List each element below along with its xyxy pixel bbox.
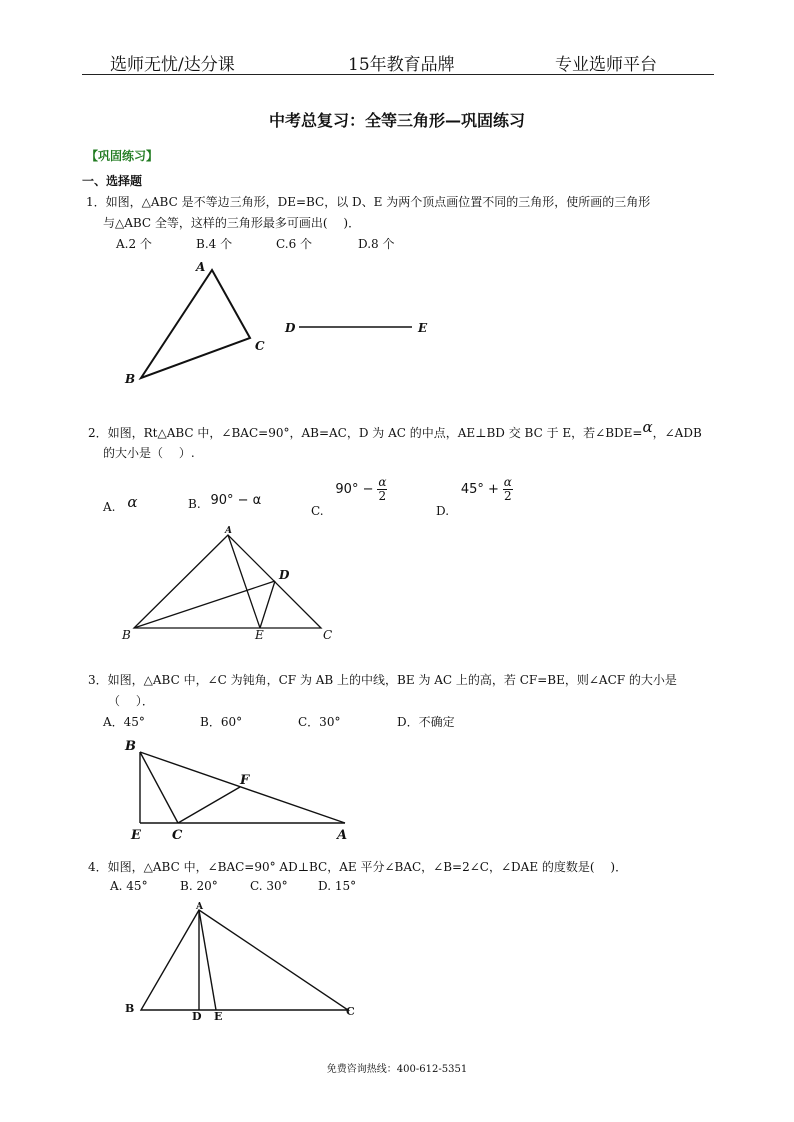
q4-option-a: A. 45° [110, 879, 148, 893]
section-tag: 【巩固练习】 [86, 149, 159, 163]
q2-option-c-lead: 90° − [335, 482, 374, 497]
q2-line1-tail: ，∠ADB [652, 426, 702, 440]
q4-label-b: B [125, 1002, 135, 1015]
q4-option-d: D. 15° [318, 879, 357, 893]
q2-option-c-prefix: C. [311, 504, 324, 518]
q3-option-a: A．45° [103, 715, 145, 729]
q2-option-a-value: α [127, 493, 138, 511]
section-heading: 一、选择题 [82, 174, 143, 188]
q1-label-b: B [125, 372, 136, 386]
q2-label-c: C [323, 628, 333, 642]
q4-option-c: C. 30° [250, 879, 288, 893]
q1-label-d: D [285, 321, 296, 335]
q3-label-e: E [131, 828, 141, 843]
q2-option-a-prefix: A. [103, 500, 116, 514]
q4-option-b: B. 20° [180, 879, 218, 893]
q2-label-a: A [225, 526, 232, 536]
q1-label-c: C [255, 339, 265, 353]
q2-option-d-prefix: D. [436, 504, 450, 518]
page-title: 中考总复习：全等三角形—巩固练习 [268, 111, 525, 130]
q2-option-c-frac-den: 2 [378, 489, 387, 503]
q2-option-d-frac-den: 2 [503, 489, 512, 503]
q2-option-d-lead: 45° + [460, 482, 499, 497]
q3-option-c: C．30° [298, 715, 341, 729]
q4-label-a: A [196, 902, 203, 912]
q2-option-c-frac-num: α [378, 475, 387, 489]
q3-label-b: B [125, 739, 136, 754]
q2-option-b-prefix: B. [188, 497, 201, 511]
q1-line1: 1．如图，△ABC 是不等边三角形，DE=BC，以 D、E 为两个顶点画位置不同的三角形，使所画的三角形 [86, 195, 651, 209]
q4-label-e: E [214, 1010, 223, 1023]
footer-hotline: 免费咨询热线：400-612-5351 [326, 1064, 468, 1075]
q3-label-a: A [337, 828, 348, 843]
q2-line1-text: 2．如图，Rt△ABC 中，∠BAC=90°，AB=AC，D 为 AC 的中点，AE⊥BD 交 BC 于 E，若∠BDE= [88, 426, 643, 440]
q1-line2: 与△ABC 全等，这样的三角形最多可画出( )． [103, 216, 361, 230]
q4-label-d: D [192, 1010, 202, 1023]
q2-line2: 的大小是（ ）. [103, 446, 195, 460]
q1-label-e: E [418, 321, 428, 335]
header-right: 专业选师平台 [555, 55, 657, 75]
q1-option-d: D.8 个 [358, 237, 395, 251]
q2-label-e: E [255, 628, 264, 642]
q3-option-d: D．不确定 [397, 715, 455, 729]
q2-alpha: α [642, 418, 653, 436]
q1-label-a: A [196, 260, 206, 274]
header-left: 选师无忧/达分课 [110, 55, 235, 75]
q3-label-c: C [172, 828, 183, 843]
q2-option-d-frac-num: α [503, 475, 512, 489]
q4-line1: 4．如图，△ABC 中，∠BAC=90° AD⊥BC，AE 平分∠BAC，∠B=2∠C，∠DAE 的度数是( )． [88, 860, 628, 874]
q2-label-b: B [122, 628, 131, 642]
q3-label-f: F [240, 773, 250, 788]
header-center: 15年教育品牌 [348, 55, 455, 75]
q1-option-a: A.2 个 [116, 237, 152, 251]
q2-option-b-value: 90° − α [210, 493, 262, 508]
q1-option-c: C.6 个 [276, 237, 313, 251]
q4-segment-ae [199, 910, 216, 1010]
q4-triangle-abc [141, 910, 348, 1010]
q4-label-c: C [346, 1005, 355, 1018]
q3-line2: （ ）． [108, 694, 154, 708]
q1-option-b: B.4 个 [196, 237, 233, 251]
q3-option-b: B．60° [200, 715, 243, 729]
q2-label-d: D [279, 568, 290, 582]
q3-line1: 3．如图，△ABC 中，∠C 为钝角，CF 为 AB 上的中线，BE 为 AC 上的高，若 CF=BE，则∠ACF 的大小是 [88, 673, 677, 687]
